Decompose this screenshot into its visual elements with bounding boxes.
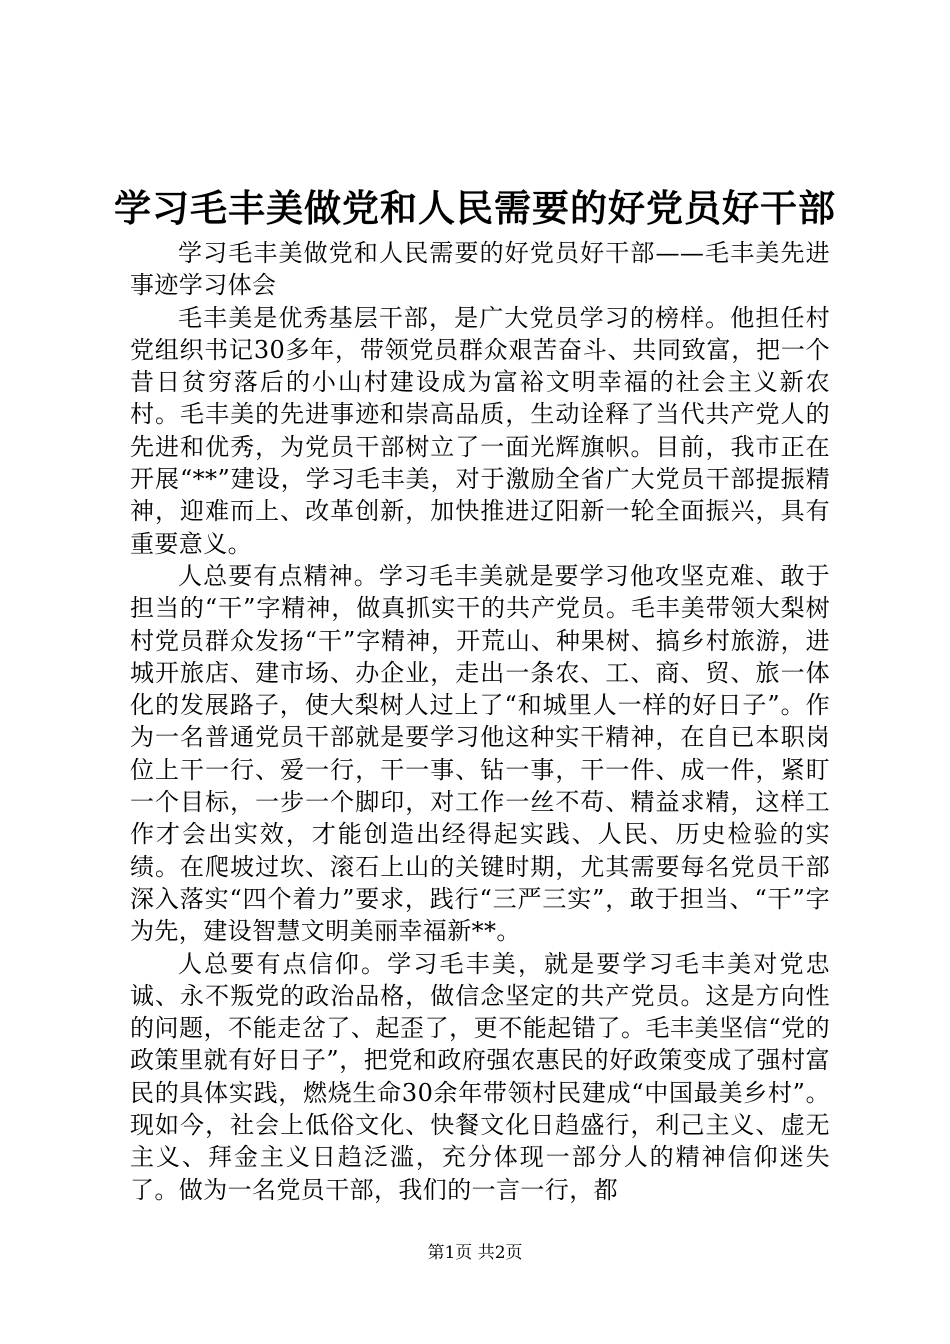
paragraph-faith: 人总要有点信仰。学习毛丰美，就是要学习毛丰美对党忠诚、永不叛党的政治品格，做信念坚定的共产党员。这是方向性的问题，不能走岔了、起歪了，更不能起错了。毛丰美坚信“党的政策里就有好日子”，把党和政府强农惠民的好政策变成了强村富民的具体实践，燃烧生命30余年带领村民建成“中国最美乡村”。现如今，社会上低俗文化、快餐文化日趋盛行，利己主义、虚无主义、拜金主义日趋泛滥，充分体现一部分人的精神信仰迷失了。做为一名党员干部，我们的一言一行，都 [130,949,830,1204]
paragraph-subtitle: 学习毛丰美做党和人民需要的好党员好干部——毛丰美先进事迹学习体会 [130,239,830,300]
paragraph-intro: 毛丰美是优秀基层干部，是广大党员学习的榜样。他担任村党组织书记30多年，带领党员群众艰苦奋斗、共同致富，把一个昔日贫穷落后的小山村建设成为富裕文明幸福的社会主义新农村。毛丰美的先进事迹和崇高品质，生动诠释了当代共产党人的先进和优秀，为党员干部树立了一面光辉旗帜。目前，我市正在开展“**”建设，学习毛丰美，对于激励全省广大党员干部提振精神，迎难而上、改革创新，加快推进辽阳新一轮全面振兴，具有重要意义。 [130,303,830,558]
paragraph-spirit: 人总要有点精神。学习毛丰美就是要学习他攻坚克难、敢于担当的“干”字精神，做真抓实干的共产党员。毛丰美带领大梨树村党员群众发扬“干”字精神，开荒山、种果树、搞乡村旅游，进城开旅店、建市场、办企业，走出一条农、工、商、贸、旅一体化的发展路子，使大梨树人过上了“和城里人一样的好日子”。作为一名普通党员干部就是要学习他这种实干精神，在自已本职岗位上干一行、爱一行，干一事、钻一事，干一件、成一件，紧盯一个目标，一步一个脚印，对工作一丝不苟、精益求精，这样工作才会出实效，才能创造出经得起实践、人民、历史检验的实绩。在爬坡过坎、滚石上山的关键时期，尤其需要每名党员干部深入落实“四个着力”要求，践行“三严三实”，敢于担当、“干”字为先，建设智慧文明美丽幸福新**。 [130,561,830,946]
document-title: 学习毛丰美做党和人民需要的好党员好干部 [114,186,836,230]
page-number-footer: 第1页 共2页 [427,1243,523,1263]
document-body [130,237,830,1206]
